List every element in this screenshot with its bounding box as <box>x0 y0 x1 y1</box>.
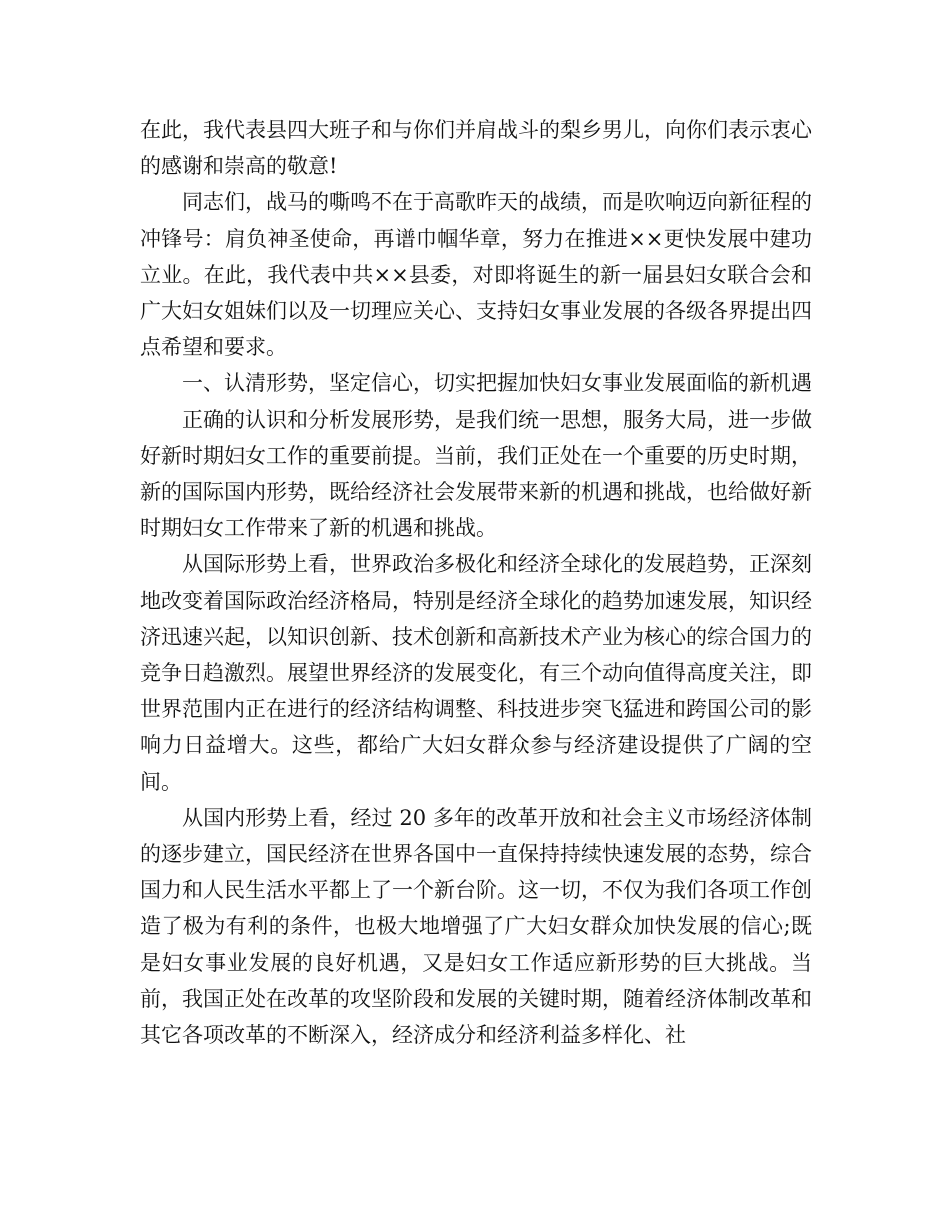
section-heading-one: 一、认清形势，坚定信心，切实把握加快妇女事业发展面临的新机遇 <box>182 371 812 396</box>
paragraph-continued: 在此，我代表县四大班子和与你们并肩战斗的梨乡男儿，向你们表示衷心的感谢和崇高的敬意! <box>140 118 812 179</box>
document-body <box>140 112 812 1053</box>
paragraph-situation-analysis: 正确的认识和分析发展形势，是我们统一思想，服务大局，进一步做好新时期妇女工作的重要前提。当前，我们正处在一个重要的历史时期，新的国际国内形势，既给经济社会发展带来新的机遇和挑战，也给做好新时期妇女工作带来了新的机遇和挑战。 <box>140 407 812 541</box>
paragraph-international-situation: 从国际形势上看，世界政治多极化和经济全球化的发展趋势，正深刻地改变着国际政治经济格局，特别是经济全球化的趋势加速发展，知识经济迅速兴起，以知识创新、技术创新和高新技术产业为核心的综合国力的竞争日趋激烈。展望世界经济的发展变化，有三个动向值得高度关注，即世界范围内正在进行的经济结构调整、科技进步突飞猛进和跨国公司的影响力日益增大。这些，都给广大妇女群众参与经济建设提供了广阔的空间。 <box>140 552 812 794</box>
paragraph-greeting-and-requirements: 同志们，战马的嘶鸣不在于高歌昨天的战绩，而是吹响迈向新征程的冲锋号：肩负神圣使命，再谱巾帼华章，努力在推进××更快发展中建功立业。在此，我代表中共××县委，对即将诞生的新一届县妇女联合会和广大妇女姐妹们以及一切理应关心、支持妇女事业发展的各级各界提出四点希望和要求。 <box>140 190 812 360</box>
paragraph-domestic-situation: 从国内形势上看，经过 20 多年的改革开放和社会主义市场经济体制的逐步建立，国民经济在世界各国中一直保持持续快速发展的态势，综合国力和人民生活水平都上了一个新台阶。这一切，不仅为我们各项工作创造了极为有利的条件，也极大地增强了广大妇女群众加快发展的信心;既是妇女事业发展的良好机遇，又是妇女工作适应新形势的巨大挑战。当前，我国正处在改革的攻坚阶段和发展的关键时期，随着经济体制改革和其它各项改革的不断深入，经济成分和经济利益多样化、社 <box>140 805 812 1048</box>
